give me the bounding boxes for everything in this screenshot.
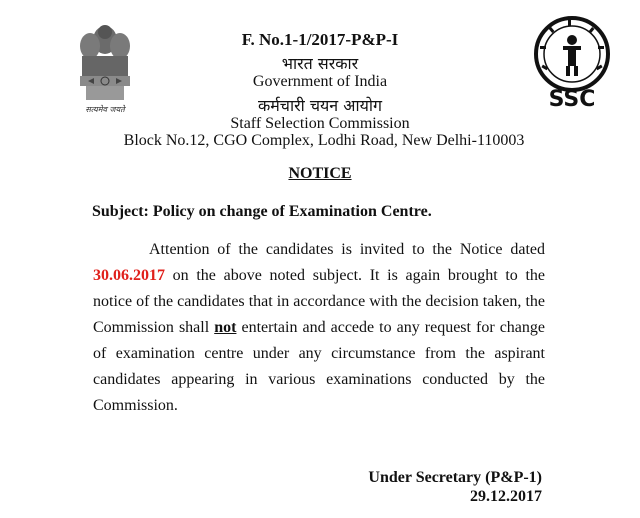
emblem-motto: सत्यमेव जयते	[85, 105, 125, 114]
ssc-logo-icon	[530, 14, 614, 110]
commission-name: Staff Selection Commission	[230, 115, 410, 132]
office-address: Block No.12, CGO Complex, Lodhi Road, New Delhi-110003	[123, 132, 525, 149]
file-number: F. No.1-1/2017-P&P-I	[241, 30, 399, 49]
body-text-1: Attention of the candidates is invited to the Notice dated	[149, 241, 545, 258]
notice-reference-date: 30.06.2017	[93, 267, 165, 284]
signature-date: 29.12.2017	[470, 488, 542, 505]
signatory-designation: Under Secretary (P&P-1)	[368, 469, 542, 486]
ssc-logo-text: SSC	[548, 87, 596, 110]
body-text-2: on the above noted subject. It is again brought to the notice of the candidates that in accordance with the decision taken, the Commission shall	[93, 267, 545, 336]
notice-subject: Subject: Policy on change of Examination Centre.	[92, 203, 432, 220]
notice-body	[93, 237, 545, 419]
emphasis-not: not	[214, 319, 237, 336]
body-text-3: entertain and accede to any request for change of examination centre under any circumstance from the aspirant candidates appearing in various examinations conducted by the Commission.	[93, 319, 546, 414]
government-of-india: Government of India	[252, 73, 388, 90]
hindi-commission: कर्मचारी चयन आयोग	[257, 96, 383, 115]
notice-title: NOTICE	[288, 165, 352, 182]
hindi-government: भारत सरकार	[281, 54, 359, 73]
